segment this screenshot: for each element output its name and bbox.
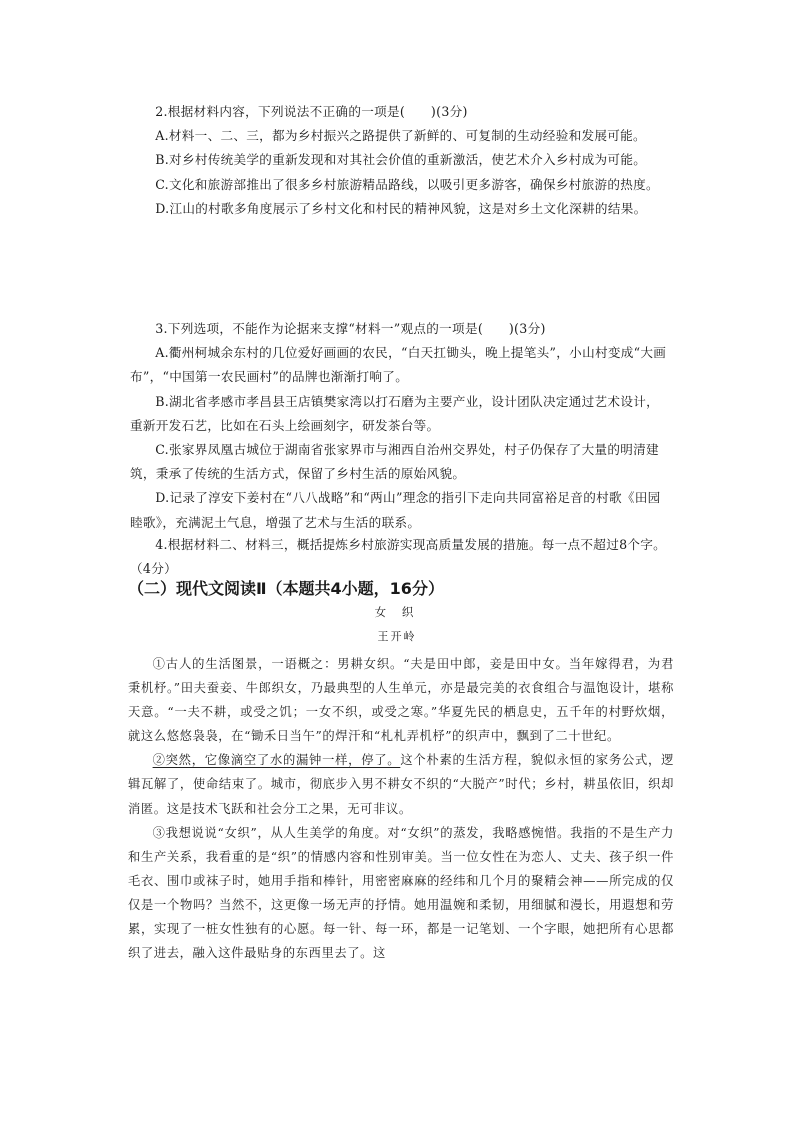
question-stem: 2.根据材料内容，下列说法不正确的一项是( )(3分) (155, 104, 468, 119)
question-2 (130, 100, 670, 221)
underlined-sentence: ②突然，它像滴空了水的漏钟一样，停了。 (152, 753, 401, 768)
option-b: B.湖北省孝感市孝昌县王店镇樊家湾以打石磨为主要产业，设计团队决定通过艺术设计，重新开发石艺，比如在石头上绘画刻字，研发茶台等。 (130, 393, 660, 433)
section-title: （二）现代文阅读Ⅱ（本题共4小题，16分） (128, 579, 444, 598)
option-b: B.对乡村传统美学的重新发现和对其社会价值的重新激活，使艺术介入乡村成为可能。 (155, 152, 647, 168)
question-stem: 4.根据材料二、材料三，概括提炼乡村旅游实现高质量发展的措施。每一点不超过8个字。（4分） (130, 537, 667, 577)
article-author: 王开岭 (377, 630, 417, 643)
option-a: A.衢州柯城余东村的几位爱好画画的农民，“白天扛锄头，晚上提笔头”，小山村变成“大画布”，“中国第一农民画村”的品牌也渐渐打响了。 (130, 345, 667, 385)
paragraph-text: ③我想说说“女织”，从人生美学的角度。对“女织”的蒸发，我略感惋惜。我指的不是生产力和生产关系，我看重的是“织”的情感内容和性别审美。当一位女性在为恋人、丈夫、孩子织一件毛衣、围巾或袜子时，她用手指和棒针，用密密麻麻的经纬和几个月的聚精会神——所完成的仅仅是一个物吗？当然不，这更像一场无声的抒情。她用温婉和柔韧，用细腻和漫长，用遐想和劳累，实现了一桩女性独有的心愿。每一针、每一环，都是一记笔划、一个字眼，她把所有心思都织了进去，融入这件最贴身的东西里去了。这 (128, 825, 674, 961)
paragraph-3 (128, 821, 674, 966)
option-d: D.江山的村歌多角度展示了乡村文化和村民的精神风貌，这是对乡土文化深耕的结果。 (155, 200, 647, 216)
paragraph-text: ①古人的生活图景，一语概之：男耕女织。“夫是田中郎，妾是田中女。当年嫁得君，为君秉机杼。”田夫蚕妾、牛郎织女，乃最典型的人生单元，亦是最完美的衣食组合与温饱设计，堪称天意。“一夫不耕，或受之饥；一女不织，或受之寒。”华夏先民的栖息史，五千年的村野炊烟，就这么悠悠袅袅，在“锄禾日当午”的焊汗和“札札弄机杼”的织声中，飘到了二十世纪。 (128, 657, 674, 744)
option-d: D.记录了淳安下姜村在“八八战略”和“两山”理念的指引下走向共同富裕足音的村歌《田园睦歌》，充满泥土气息，增强了艺术与生活的联系。 (130, 490, 661, 530)
question-stem: 3.下列选项，不能作为论据来支撑“材料一”观点的一项是( )(3分) (155, 321, 546, 336)
question-4 (130, 533, 670, 581)
paragraph-2 (128, 748, 674, 820)
paragraph-text: 这个朴素的生活方程，貌似永恒的家务公式，逻辑瓦解了，使命结束了。城市，彻底步入男不耕女不织的“大脱产”时代；乡村，耕虽依旧，织却消匿。这是技术飞跃和社会分工之果，无可非议。 (128, 753, 674, 816)
option-a: A.材料一、二、三，都为乡村振兴之路提供了新鲜的、可复制的生动经验和发展可能。 (155, 128, 646, 144)
option-c: C.文化和旅游部推出了很多乡村旅游精品路线，以吸引更多游客，确保乡村旅游的热度。 (155, 176, 659, 192)
question-3 (130, 317, 670, 535)
paragraph-1 (128, 652, 674, 748)
article-title: 女 织 (374, 605, 420, 619)
article-body (128, 652, 674, 965)
option-c: C.张家界凤凰古城位于湖南省张家界市与湘西自治州交界处，村子仍保存了大量的明清建筑，秉承了传统的生活方式，保留了乡村生活的原始风貌。 (130, 442, 659, 482)
